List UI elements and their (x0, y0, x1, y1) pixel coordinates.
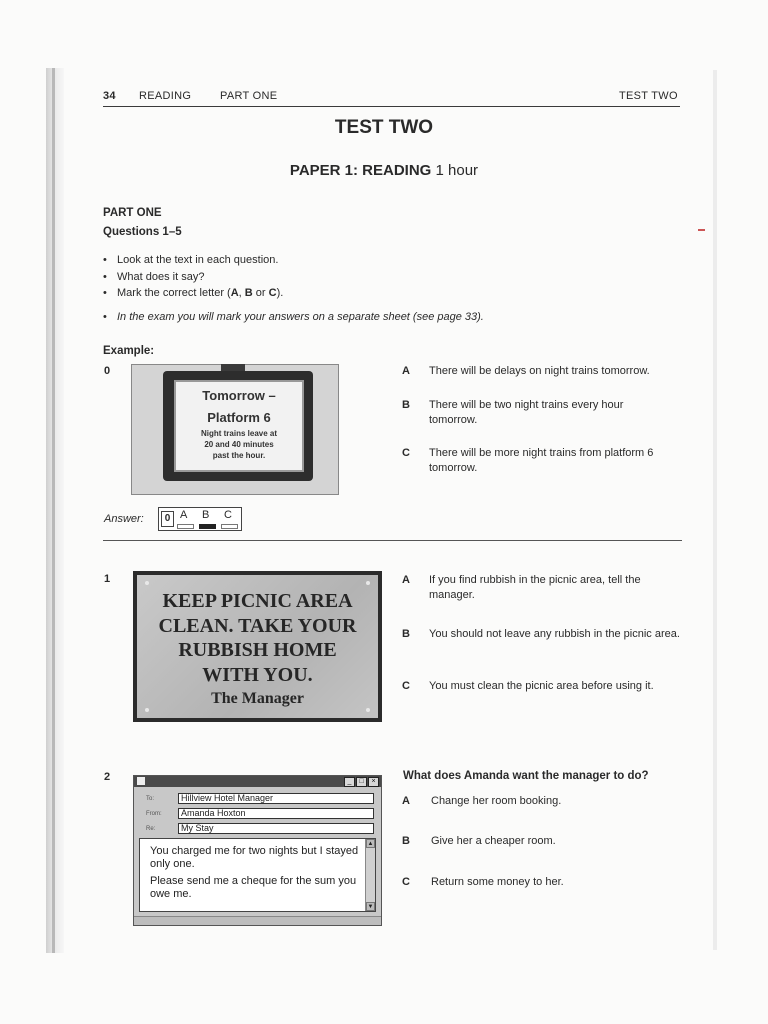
header-section: READING (139, 90, 192, 102)
email-paragraph: Please send me a cheque for the sum you owe me. (150, 875, 357, 900)
to-field[interactable]: Hillview Hotel Manager (178, 793, 374, 804)
subject-field[interactable]: My Stay (178, 823, 374, 834)
scan-binding-line (52, 68, 55, 953)
option-text: You should not leave any rubbish in the picnic area. (429, 628, 680, 640)
email-body[interactable] (139, 838, 376, 912)
email-scrollbar[interactable] (365, 839, 375, 911)
answer-letter: B (202, 509, 210, 521)
paper-name: PAPER 1: READING (289, 162, 432, 179)
option-letter: B (402, 628, 410, 640)
sign-signature: The Manager (211, 690, 304, 707)
header-right-label: TEST TWO (619, 90, 678, 102)
example-number: 0 (104, 365, 111, 377)
example-sign (174, 380, 304, 472)
from-label: From: (146, 811, 162, 817)
header-rule (103, 106, 680, 107)
email-status-bar (134, 916, 381, 925)
option-letter: A (402, 365, 410, 377)
questions-range: Questions 1–5 (103, 226, 182, 238)
section-divider (103, 540, 682, 541)
sign-line: Platform 6 (207, 410, 271, 425)
subject-label: Re: (146, 826, 156, 832)
option-letter: C (402, 876, 410, 888)
option-text: There will be two night trains every hour tomorrow. (429, 399, 624, 426)
email-titlebar (134, 776, 381, 787)
option-text: Return some money to her. (431, 876, 564, 888)
scan-right-edge (713, 70, 717, 950)
option-letter: A (402, 574, 410, 586)
example-label: Example: (103, 345, 155, 357)
option-text: You must clean the picnic area before using it. (429, 680, 654, 692)
scroll-up-icon[interactable]: ▲ (367, 841, 374, 847)
instruction-list (103, 252, 283, 302)
answer-mark-c[interactable] (221, 524, 238, 529)
option-letter: A (402, 795, 410, 807)
mail-app-icon (137, 777, 145, 785)
scroll-down-icon[interactable]: ▼ (367, 904, 374, 910)
test-title: TEST TWO (334, 117, 434, 138)
instruction-item: • Mark the correct letter (A, B or C). (103, 285, 283, 302)
part-heading: PART ONE (103, 207, 162, 219)
sign-line: CLEAN. TAKE YOUR (158, 614, 357, 637)
option-letter: B (402, 835, 410, 847)
exam-note: • In the exam you will mark your answers on a separate sheet (see page 33). (103, 311, 484, 323)
email-window (133, 775, 382, 926)
page-number: 34 (103, 90, 116, 102)
sign-line: RUBBISH HOME (178, 639, 337, 661)
option-text: Change her room booking. (431, 795, 562, 807)
answer-letter: A (180, 509, 188, 521)
picnic-sign-text (137, 589, 378, 687)
instruction-item: • Look at the text in each question. (103, 252, 283, 269)
answer-label: Answer: (104, 513, 144, 525)
screw (366, 708, 370, 712)
screw (366, 581, 370, 585)
screw (145, 581, 149, 585)
question-prompt: What does Amanda want the manager to do? (403, 770, 649, 782)
option-text: There will be more night trains from platform 6 tomorrow. (429, 447, 654, 474)
answer-mark-a[interactable] (177, 524, 194, 529)
sign-line: Tomorrow – (202, 388, 276, 403)
question-number: 2 (104, 771, 111, 783)
option-letter: C (402, 447, 410, 459)
scan-binding-shadow (46, 68, 64, 953)
answer-number: 0 (161, 511, 174, 527)
sign-small-line: 20 and 40 minutes (204, 440, 274, 449)
question-number: 1 (104, 573, 111, 585)
paper-duration: 1 hour (435, 162, 479, 179)
option-letter: B (402, 399, 410, 411)
answer-grid (158, 507, 242, 531)
sign-line: KEEP PICNIC AREA (162, 590, 353, 612)
answer-mark-b[interactable] (199, 524, 216, 529)
margin-mark (698, 229, 705, 231)
screw (145, 708, 149, 712)
option-text: Give her a cheaper room. (431, 835, 556, 847)
sign-small-line: Night trains leave at (200, 429, 278, 438)
instruction-item: • What does it say? (103, 269, 283, 286)
option-text: If you find rubbish in the picnic area, tell the manager. (429, 574, 641, 601)
sign-line: WITH YOU. (202, 663, 313, 686)
answer-letter: C (224, 509, 232, 521)
picnic-sign (133, 571, 382, 722)
from-field[interactable]: Amanda Hoxton (178, 808, 374, 819)
minimize-button[interactable]: _ (344, 777, 355, 787)
email-paragraph: You charged me for two nights but I stayed only one. (150, 845, 359, 870)
option-text: There will be delays on night trains tomorrow. (429, 365, 650, 377)
maximize-button[interactable]: □ (356, 777, 367, 787)
option-letter: C (402, 680, 410, 692)
header-part: PART ONE (220, 90, 278, 102)
sign-small-line: past the hour. (212, 451, 266, 460)
paper-title (0, 162, 768, 179)
picnic-sign-plate (137, 575, 378, 718)
close-button[interactable]: × (368, 777, 379, 787)
to-label: To: (146, 796, 155, 802)
